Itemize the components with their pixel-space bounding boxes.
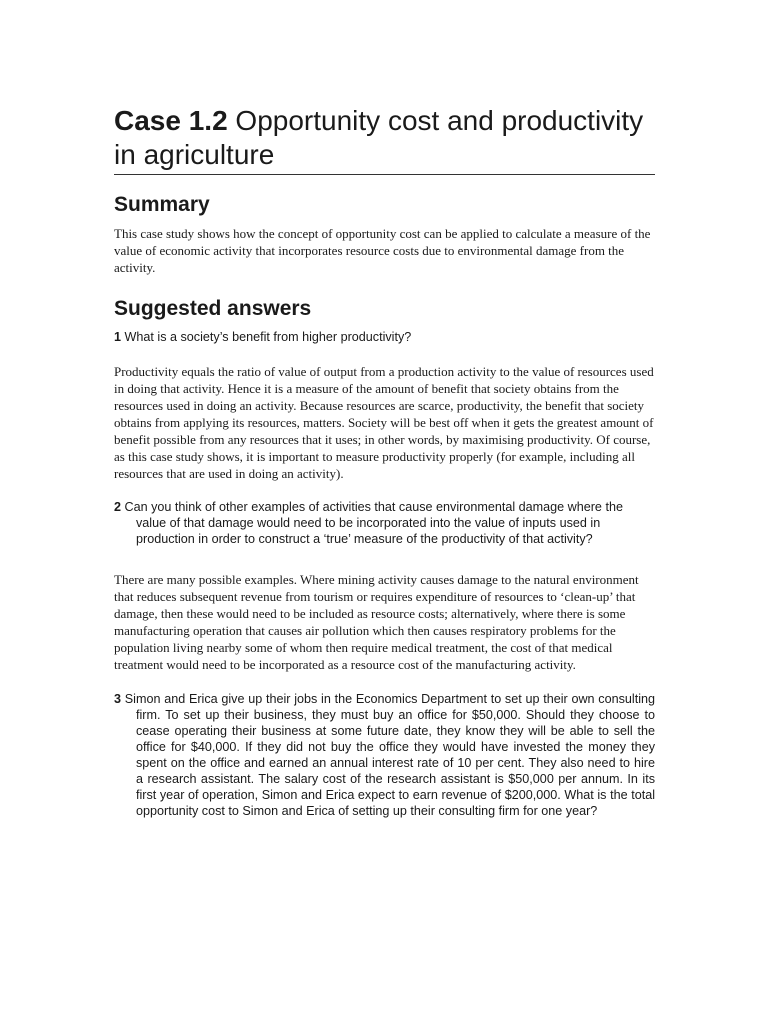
- summary-paragraph: This case study shows how the concept of opportunity cost can be applied to calculate a measure of the value of economic activity that incorporates resource costs due to environmental damage from the activity.: [114, 226, 651, 275]
- answer-1: Productivity equals the ratio of value of output from a production activity to the value of resources used in doing that activity. Hence it is a measure of the amount of benefit that society obtains from the resources used in doing an activity. Because resources are scarce, productivity, the benefit that society obtains from applying its resources, matters. Society will be best off when it gets the greatest amount of benefit possible from any resources that it uses; in other words, by maximising productivity. Of course, as this case study shows, it is important to measure productivity properly (for example, including all resources that are used in doing an activity).: [114, 364, 654, 481]
- question-3-number: 3: [114, 692, 122, 706]
- summary-heading: Summary: [114, 193, 210, 216]
- question-3-text: Simon and Erica give up their jobs in the Economics Department to set up their own consulting firm. To set up their business, they must buy an office for $50,000. Should they choose to cease operating their business at some future date, they know they will be able to sell the office for $40,000. If they did not buy the office they would have invested the money they spent on the office and earned an annual interest rate of 10 per cent. They also need to hire a research assistant. The salary cost of the research assistant is $50,000 per annum. In its first year of operation, Simon and Erica expect to earn revenue of $200,000. What is the total opportunity cost to Simon and Erica of setting up their consulting firm for one year?: [124, 692, 656, 818]
- suggested-answers-heading: Suggested answers: [114, 297, 312, 320]
- question-1: [114, 329, 655, 345]
- document-page: [114, 104, 655, 819]
- question-1-number: 1: [114, 330, 122, 344]
- question-2-number: 2: [114, 500, 122, 514]
- title-text: Opportunity cost and productivity in agriculture: [114, 105, 644, 170]
- answer-2: There are many possible examples. Where mining activity causes damage to the natural environment that reduces subsequent revenue from tourism or requires expenditure of resources to ‘clean-up’ that damage, then these would need to be included as resource costs; alternatively, where there is some manufacturing operation that causes air pollution which then causes respiratory problems for the population living nearby some of whom then require medical treatment, the cost of that medical treatment would need to be incorporated as a resource cost of the manufacturing activity.: [114, 572, 639, 672]
- question-2: [114, 499, 655, 547]
- question-1-text: What is a society’s benefit from higher productivity?: [124, 330, 412, 344]
- page-title: [114, 104, 655, 175]
- question-3: [114, 691, 655, 819]
- question-2-text: Can you think of other examples of activities that cause environmental damage where the value of that damage would need to be incorporated into the value of inputs used in production in order to construct a ‘true’ measure of the productivity of that activity?: [124, 500, 623, 546]
- case-number: Case 1.2: [114, 105, 228, 136]
